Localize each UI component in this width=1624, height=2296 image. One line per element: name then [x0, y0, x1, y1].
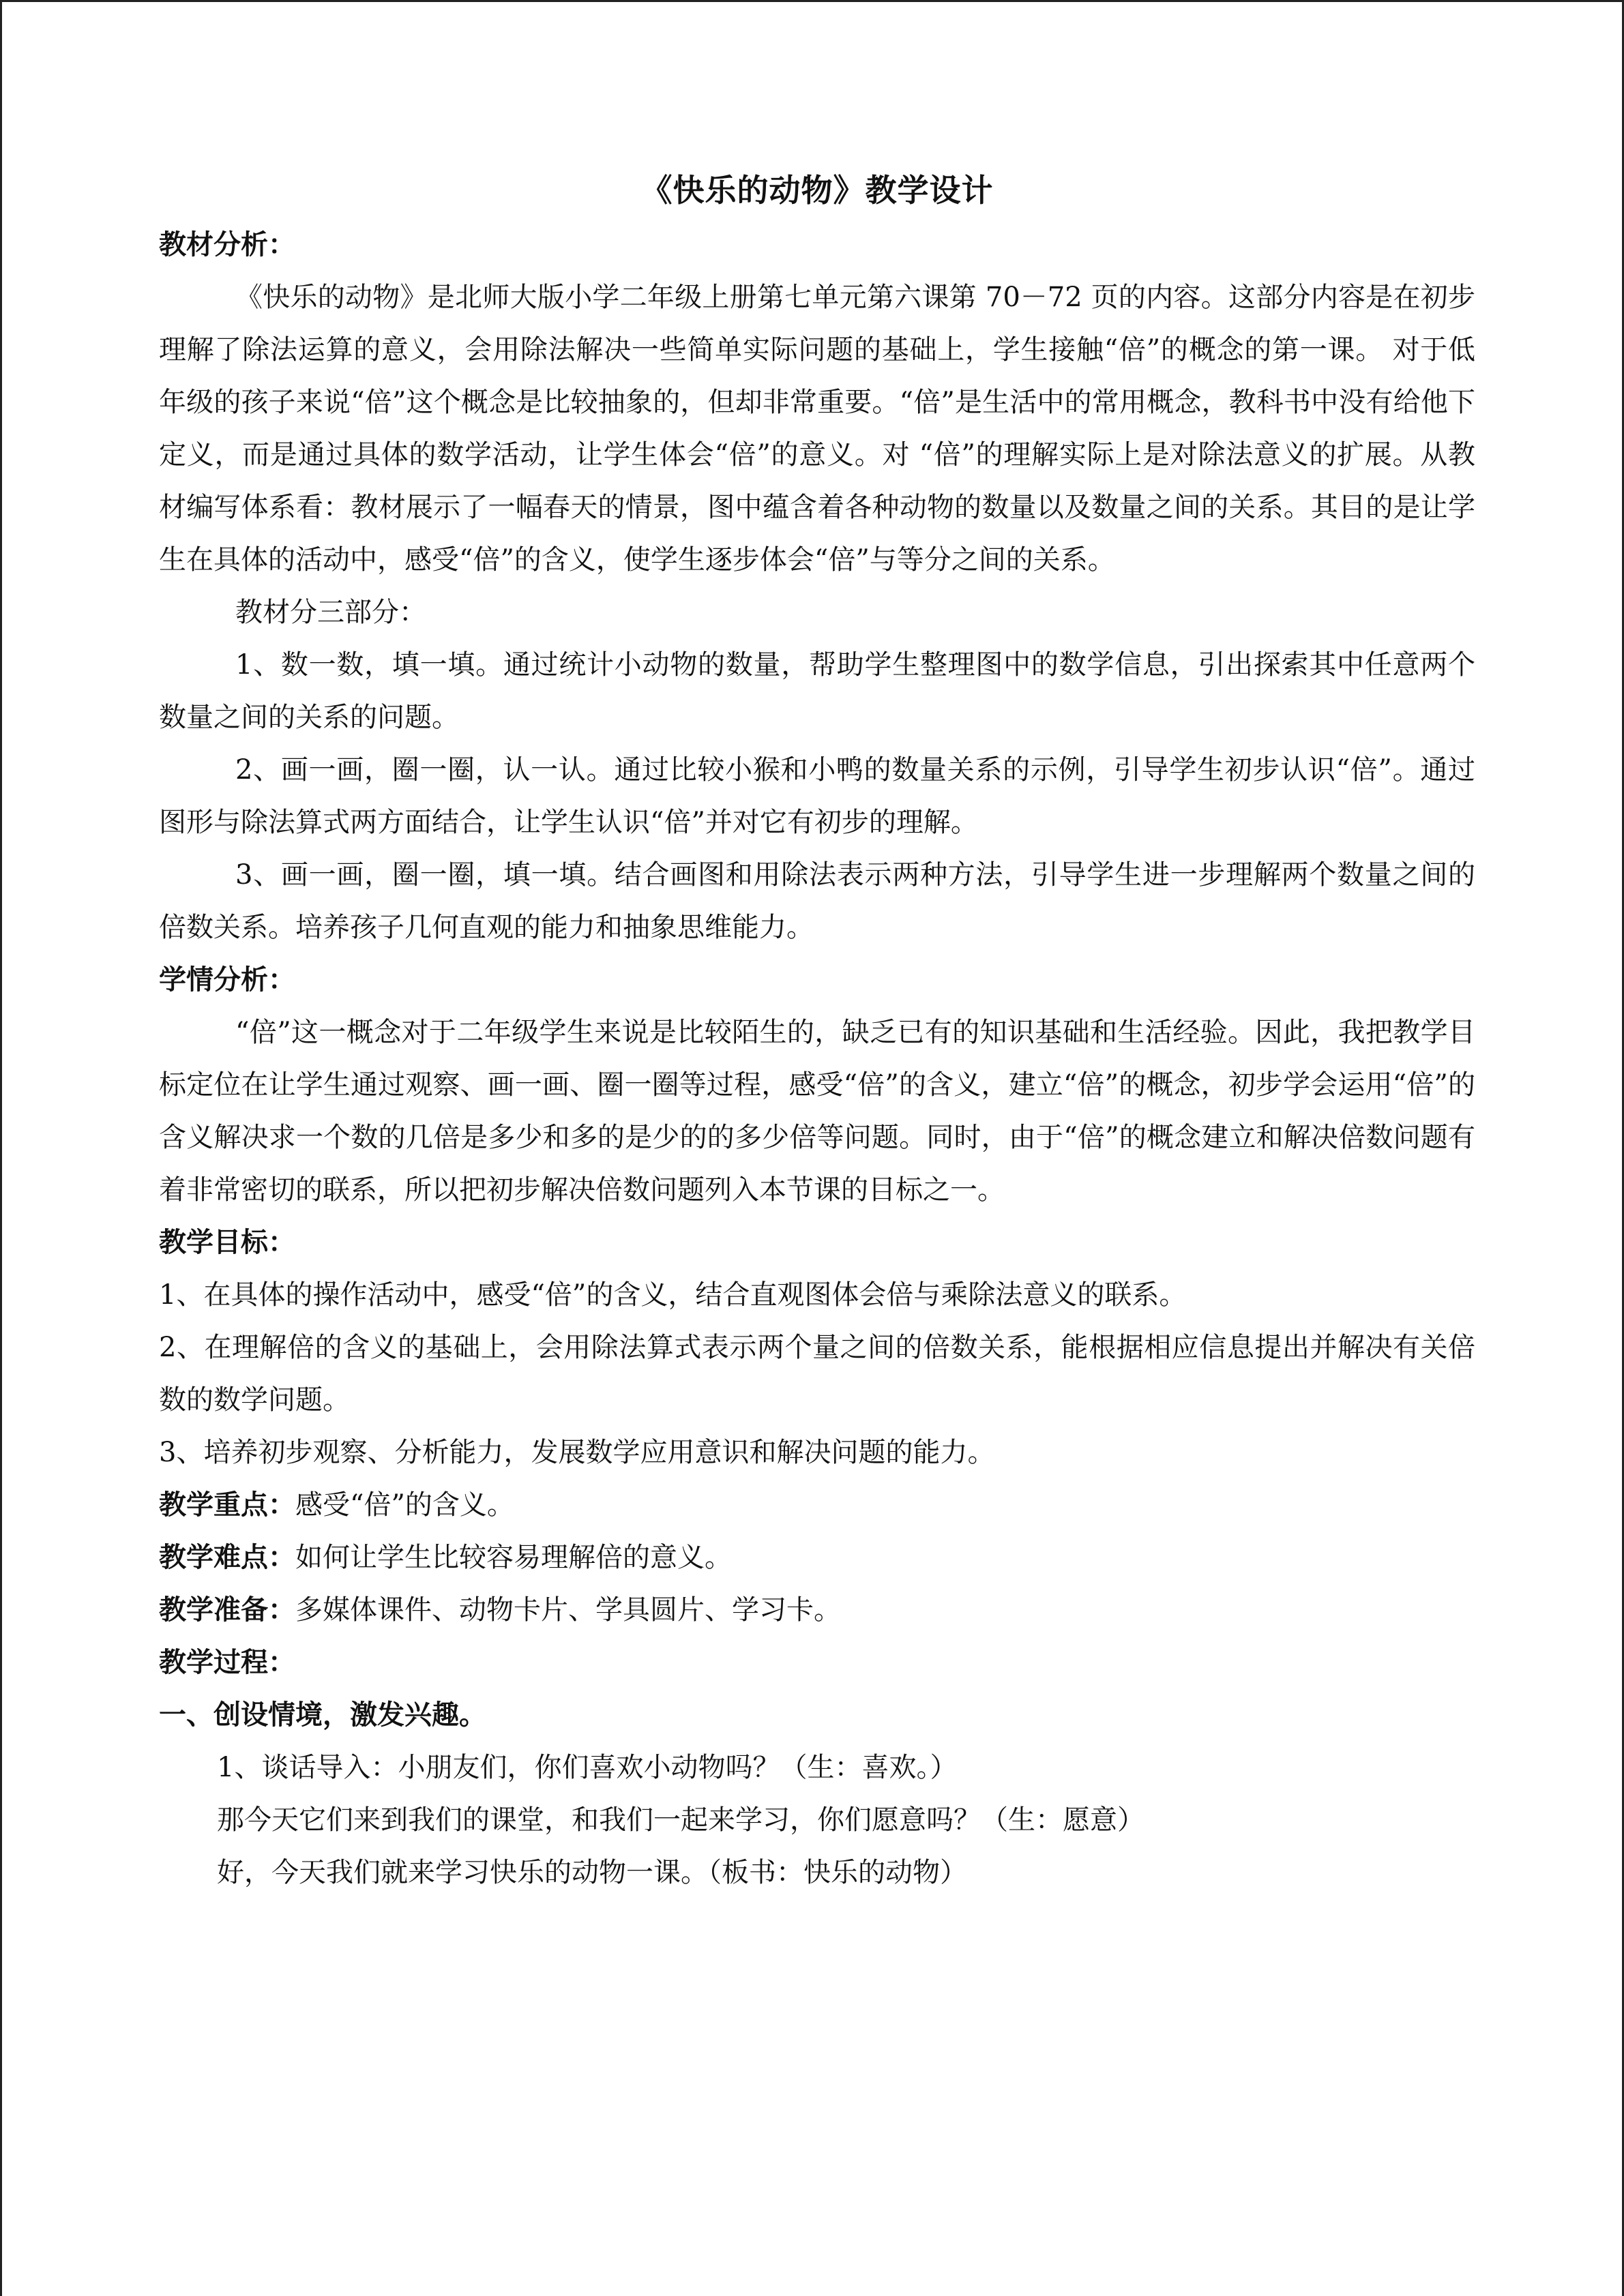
- teaching-goal-3: 3、培养初步观察、分析能力，发展数学应用意识和解决问题的能力。: [159, 1437, 995, 1468]
- preparation-text: 多媒体课件、动物卡片、学具圆片、学习卡。: [295, 1594, 841, 1626]
- key-point-line: [159, 1479, 1475, 1532]
- process-step1-line-2: 那今天它们来到我们的课堂，和我们一起来学习，你们愿意吗？（生：愿意）: [217, 1804, 1145, 1836]
- key-point-text: 感受“倍”的含义。: [295, 1489, 514, 1521]
- student-analysis-heading: 学情分析：: [159, 964, 295, 996]
- teaching-goal-1: 1、在具体的操作活动中，感受“倍”的含义，结合直观图体会倍与乘除法意义的联系。: [159, 1279, 1187, 1311]
- document-content: [159, 166, 1475, 1899]
- difficulty-line: [159, 1532, 1475, 1584]
- material-part-3: 3、画一画，圈一圈，填一填。结合画图和用除法表示两种方法，引导学生进一步理解两个数量之间的倍数关系。培养孩子几何直观的能力和抽象思维能力。: [159, 859, 1475, 943]
- process-step1-line-3: 好，今天我们就来学习快乐的动物一课。（板书：快乐的动物）: [217, 1857, 967, 1888]
- student-analysis-paragraph: “倍”这一概念对于二年级学生来说是比较陌生的，缺乏已有的知识基础和生活经验。因此，我把教学目标定位在让学生通过观察、画一画、圈一圈等过程，感受“倍”的含义，建立“倍”的概念，初步学会运用“倍”的含义解决求一个数的几倍是多少和多的是少的的多少倍等问题。同时，由于“倍”的概念建立和解决倍数问题有着非常密切的联系，所以把初步解决倍数问题列入本节课的目标之一。: [159, 1017, 1475, 1206]
- material-analysis-heading: 教材分析：: [159, 229, 295, 260]
- material-part-2: 2、画一画，圈一圈，认一认。通过比较小猴和小鸭的数量关系的示例，引导学生初步认识“倍”。通过图形与除法算式两方面结合，让学生认识“倍”并对它有初步的理解。: [159, 754, 1475, 838]
- teaching-goals-heading: 教学目标：: [159, 1227, 295, 1258]
- process-step1-line-1: 1、谈话导入：小朋友们，你们喜欢小动物吗？（生：喜欢。）: [217, 1752, 958, 1783]
- difficulty-text: 如何让学生比较容易理解倍的意义。: [295, 1542, 732, 1573]
- key-point-label: 教学重点：: [159, 1489, 295, 1521]
- material-parts-intro: 教材分三部分：: [235, 597, 426, 628]
- teaching-goal-2: 2、在理解倍的含义的基础上，会用除法算式表示两个量之间的倍数关系，能根据相应信息提出并解决有关倍数的数学问题。: [159, 1332, 1475, 1416]
- process-heading: 教学过程：: [159, 1647, 295, 1678]
- preparation-line: [159, 1584, 1475, 1637]
- preparation-label: 教学准备：: [159, 1594, 295, 1626]
- process-step1-heading: 一、创设情境，激发兴趣。: [159, 1699, 486, 1731]
- material-part-1: 1、数一数，填一填。通过统计小动物的数量，帮助学生整理图中的数学信息，引出探索其中任意两个数量之间的关系的问题。: [159, 649, 1475, 733]
- difficulty-label: 教学难点：: [159, 1542, 295, 1573]
- document-title: 《快乐的动物》教学设计: [640, 172, 994, 209]
- material-analysis-paragraph: 《快乐的动物》是北师大版小学二年级上册第七单元第六课第 70－72 页的内容。这部分内容是在初步理解了除法运算的意义，会用除法解决一些简单实际问题的基础上，学生接触“倍”的概念的第一课。 对于低年级的孩子来说“倍”这个概念是比较抽象的，但却非常重要。“倍”是生活中的常用概念，教科书中没有给他下定义，而是通过具体的数学活动，让学生体会“倍”的意义。对 “倍”的理解实际上是对除法意义的扩展。从教材编写体系看：教材展示了一幅春天的情景，图中蕴含着各种动物的数量以及数量之间的关系。其目的是让学生在具体的活动中，感受“倍”的含义，使学生逐步体会“倍”与等分之间的关系。: [159, 282, 1475, 576]
